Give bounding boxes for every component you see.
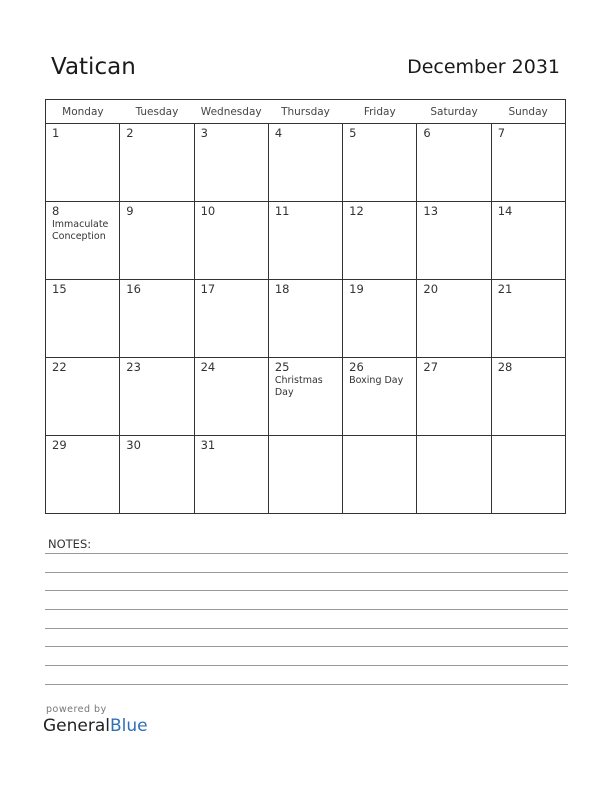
note-line [45, 572, 568, 573]
day-cell[interactable] [120, 358, 194, 436]
day-number: 28 [497, 360, 513, 374]
holiday-label: Immaculate Conception [52, 219, 109, 242]
week-row [46, 202, 566, 280]
generalblue-logo[interactable] [43, 716, 148, 736]
day-number: 2 [126, 126, 134, 140]
day-cell[interactable] [120, 436, 194, 514]
weekday-header: Friday [343, 100, 417, 124]
day-number: 24 [200, 360, 216, 374]
day-number: 25 [274, 360, 290, 374]
day-number: 15 [52, 282, 67, 296]
day-number: 29 [52, 438, 67, 452]
month-year-title: December 2031 [407, 56, 560, 78]
day-cell[interactable] [343, 436, 417, 514]
day-cell[interactable] [268, 436, 342, 514]
weekday-header-row [46, 100, 566, 124]
day-number: 3 [200, 126, 208, 140]
day-cell[interactable] [46, 202, 120, 280]
calendar-grid [45, 99, 566, 514]
day-number: 27 [423, 360, 439, 374]
day-cell[interactable] [268, 358, 342, 436]
day-number: 26 [349, 360, 364, 374]
brand-blue-text: Blue [110, 716, 148, 736]
day-cell[interactable] [46, 436, 120, 514]
day-cell[interactable] [194, 124, 268, 202]
day-number: 4 [274, 126, 283, 140]
day-number: 6 [423, 126, 431, 140]
day-number: 20 [423, 282, 439, 296]
day-cell[interactable] [268, 124, 342, 202]
day-number: 19 [349, 282, 364, 296]
day-cell[interactable] [417, 358, 491, 436]
weekday-header: Tuesday [120, 100, 194, 124]
day-number: 23 [126, 360, 141, 374]
holiday-label: Boxing Day [349, 375, 404, 386]
day-cell[interactable] [417, 202, 491, 280]
day-cell[interactable] [194, 280, 268, 358]
day-number: 11 [274, 204, 290, 218]
day-number: 17 [200, 282, 216, 296]
week-row [46, 358, 566, 436]
day-number: 31 [200, 438, 216, 452]
day-cell[interactable] [343, 124, 417, 202]
day-number: 7 [497, 126, 506, 140]
note-line [45, 590, 568, 591]
note-line [45, 609, 568, 610]
weekday-header: Sunday [491, 100, 565, 124]
day-cell[interactable] [194, 358, 268, 436]
note-line [45, 553, 568, 554]
weekday-header: Wednesday [194, 100, 268, 124]
weekday-header: Saturday [417, 100, 491, 124]
notes-label: NOTES: [48, 537, 92, 551]
note-line [45, 684, 568, 685]
day-number: 21 [497, 282, 513, 296]
day-number: 30 [126, 438, 141, 452]
week-row [46, 280, 566, 358]
day-cell[interactable] [194, 202, 268, 280]
day-cell[interactable] [268, 280, 342, 358]
day-cell[interactable] [46, 124, 120, 202]
day-cell[interactable] [491, 358, 565, 436]
day-cell[interactable] [120, 124, 194, 202]
weekday-header: Monday [46, 100, 120, 124]
powered-by-text: powered by [46, 704, 107, 715]
day-cell[interactable] [343, 280, 417, 358]
day-number: 5 [349, 126, 357, 140]
country-title: Vatican [51, 54, 136, 80]
day-cell[interactable] [194, 436, 268, 514]
note-line [45, 665, 568, 666]
day-number: 12 [349, 204, 364, 218]
weekday-header: Thursday [268, 100, 342, 124]
day-cell[interactable] [491, 124, 565, 202]
day-cell[interactable] [417, 436, 491, 514]
day-number: 16 [126, 282, 141, 296]
brand-general-text: General [43, 716, 110, 736]
day-number: 8 [52, 204, 60, 218]
day-number: 10 [200, 204, 216, 218]
note-line [45, 646, 568, 647]
day-cell[interactable] [268, 202, 342, 280]
day-number: 13 [423, 204, 439, 218]
week-row [46, 436, 566, 514]
day-cell[interactable] [120, 280, 194, 358]
day-number: 9 [126, 204, 134, 218]
day-cell[interactable] [491, 436, 565, 514]
day-cell[interactable] [120, 202, 194, 280]
day-number: 18 [274, 282, 290, 296]
day-number: 22 [52, 360, 67, 374]
day-cell[interactable] [491, 280, 565, 358]
week-row [46, 124, 566, 202]
holiday-label: Christmas Day [274, 375, 323, 398]
day-cell[interactable] [46, 358, 120, 436]
note-line [45, 628, 568, 629]
day-cell[interactable] [417, 280, 491, 358]
day-cell[interactable] [491, 202, 565, 280]
day-number: 1 [52, 126, 60, 140]
day-cell[interactable] [343, 202, 417, 280]
day-cell[interactable] [417, 124, 491, 202]
day-number: 14 [497, 204, 513, 218]
day-cell[interactable] [46, 280, 120, 358]
day-cell[interactable] [343, 358, 417, 436]
